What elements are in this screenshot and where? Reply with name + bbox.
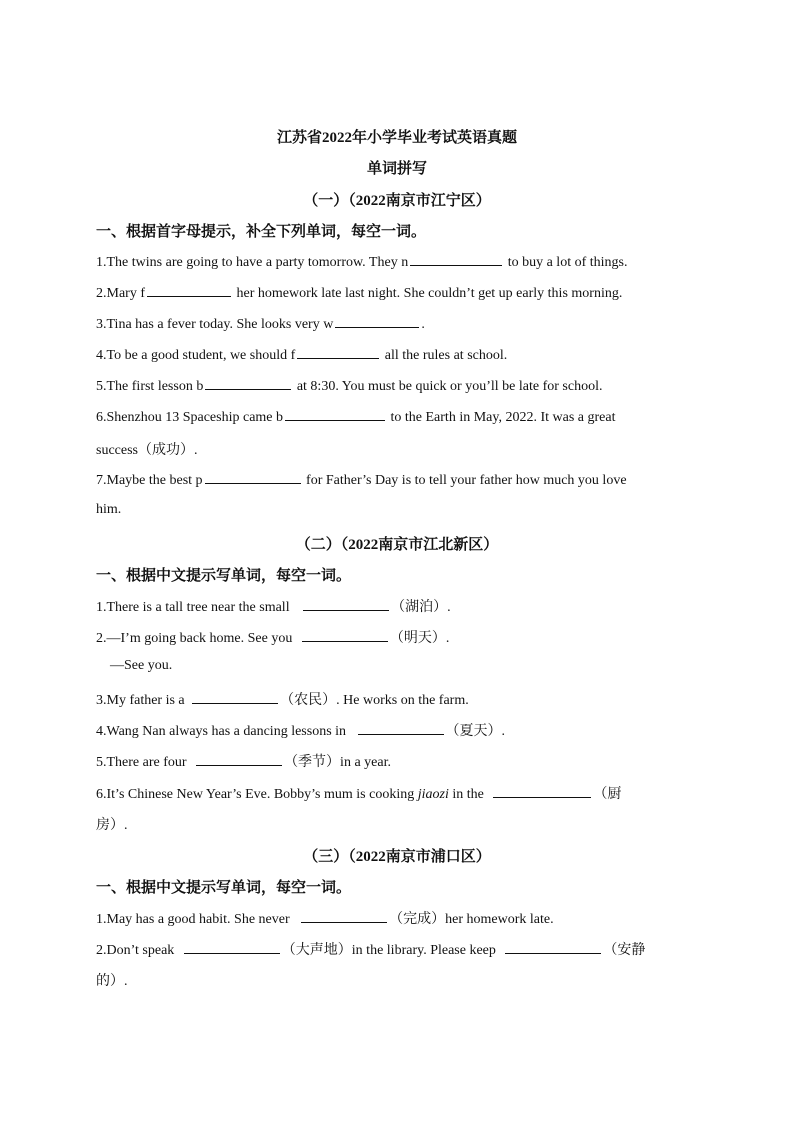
- section-2-heading: （二）（2022南京市江北新区）: [295, 537, 499, 553]
- section-3-heading: （三）（2022南京市浦口区）: [303, 849, 491, 865]
- answer-blank[interactable]: [192, 691, 278, 704]
- answer-blank[interactable]: [301, 910, 387, 923]
- answer-blank[interactable]: [410, 253, 502, 266]
- question-1-3: 3.Tina has a fever today. She looks very w .: [96, 317, 425, 332]
- answer-blank[interactable]: [335, 315, 419, 328]
- answer-blank[interactable]: [147, 284, 231, 297]
- question-2-2: 2.—I’m going back home. See you （明天）.: [96, 631, 450, 646]
- question-2-1: 1.There is a tall tree near the small （湖泊）.: [96, 600, 451, 615]
- question-3-2: 2.Don’t speak （大声地）in the library. Please keep （安静: [96, 943, 646, 958]
- question-1-2: 2.Mary f her homework late last night. She couldn’t get up early this morning.: [96, 286, 623, 301]
- answer-blank[interactable]: [505, 941, 601, 954]
- question-1-7-cont: him.: [96, 502, 122, 517]
- question-2-2-cont: —See you.: [110, 658, 173, 673]
- answer-blank[interactable]: [358, 722, 444, 735]
- section-2-instruction: 一、根据中文提示写单词，每空一词。: [96, 568, 352, 584]
- answer-blank[interactable]: [493, 785, 591, 798]
- question-2-4: 4.Wang Nan always has a dancing lessons in （夏天）.: [96, 724, 506, 739]
- answer-blank[interactable]: [205, 471, 301, 484]
- question-2-6: 6.It’s Chinese New Year’s Eve. Bobby’s mum is cooking jiaozi in the （厨: [96, 787, 622, 802]
- question-1-6-cont: success（成功）.: [96, 443, 198, 458]
- question-2-3: 3.My father is a （农民）. He works on the farm.: [96, 693, 469, 708]
- question-3-1: 1.May has a good habit. She never （完成）her homework late.: [96, 912, 554, 927]
- answer-blank[interactable]: [302, 629, 388, 642]
- question-2-6-cont: 房）.: [96, 818, 128, 833]
- answer-blank[interactable]: [184, 941, 280, 954]
- page-title: 江苏省2022年小学毕业考试英语真题: [276, 130, 517, 146]
- section-3-instruction: 一、根据中文提示写单词，每空一词。: [96, 880, 352, 896]
- question-1-5: 5.The first lesson b at 8:30. You must be quick or you’ll be late for school.: [96, 379, 603, 394]
- section-1-instruction: 一、根据首字母提示，补全下列单词，每空一词。: [96, 224, 427, 240]
- answer-blank[interactable]: [297, 346, 379, 359]
- question-3-2-cont: 的）.: [96, 974, 128, 989]
- answer-blank[interactable]: [196, 753, 282, 766]
- answer-blank[interactable]: [205, 377, 291, 390]
- answer-blank[interactable]: [285, 408, 385, 421]
- page-subtitle: 单词拼写: [366, 161, 427, 177]
- question-1-6: 6.Shenzhou 13 Spaceship came b to the Earth in May, 2022. It was a great: [96, 410, 616, 425]
- question-1-4: 4.To be a good student, we should f all the rules at school.: [96, 348, 508, 363]
- answer-blank[interactable]: [303, 598, 389, 611]
- question-1-7: 7.Maybe the best p for Father’s Day is to tell your father how much you love: [96, 473, 627, 488]
- section-1-heading: （一）（2022南京市江宁区）: [303, 193, 491, 209]
- question-1-1: 1.The twins are going to have a party tomorrow. They n to buy a lot of things.: [96, 255, 628, 270]
- question-2-5: 5.There are four （季节）in a year.: [96, 755, 391, 770]
